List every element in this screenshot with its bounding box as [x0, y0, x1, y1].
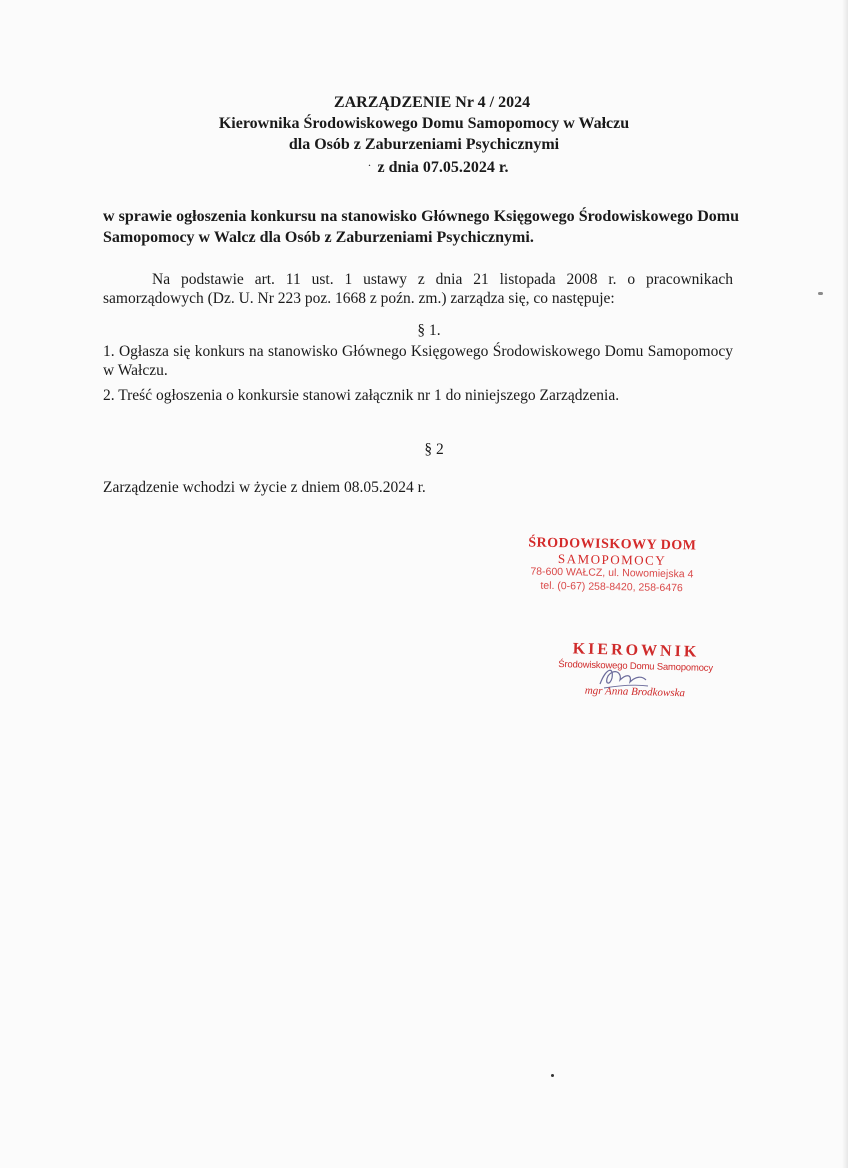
institution-stamp [512, 535, 713, 595]
section-1-item-1: 1. Ogłasza się konkurs na stanowisko Głównego Księgowego Środowiskowego Domu Samopomocy w Wałczu. [103, 343, 733, 379]
order-date [28, 155, 848, 178]
director-title: KIEROWNIK [572, 640, 700, 661]
handwritten-signature [592, 662, 652, 692]
stamp-line-2: SAMOPOMOCY [557, 551, 667, 568]
stamp-address: 78-600 WAŁCZ, ul. Nowomiejska 4 [530, 565, 694, 581]
stamp-phone: tel. (0-67) 258-8420, 258-6476 [540, 579, 683, 595]
director-institution: Środowiskowego Domu Samopomocy [558, 658, 713, 675]
bullet-mark: · [367, 158, 372, 172]
legal-basis-paragraph: Na podstawie art. 11 ust. 1 ustawy z dnia 21 listopada 2008 r. o pracownikach samorządowych (Dz. U. Nr 223 poz. 1668 z poźn. zm.) zarządza się, co następuje: [103, 271, 733, 307]
issuer-line: Kierownika Środowiskowego Domu Samopomocy w Wałczu [218, 115, 630, 132]
scan-speck-bottom [551, 1074, 554, 1077]
order-subject: w sprawie ogłoszenia konkursu na stanowisko Głównego Księgowego Środowiskowego Domu Samopomocy w Walcz dla Osób z Zaburzeniami Psychicznymi. [103, 208, 739, 246]
scan-speck [818, 292, 823, 295]
stamp-line-1: ŚRODOWISKOWY DOM [528, 535, 697, 554]
issuer-line-2: dla Osób z Zaburzeniami Psychicznymi [288, 136, 560, 153]
section-2-text: Zarządzenie wchodzi w życie z dniem 08.05.2024 r. [103, 479, 426, 496]
order-title: ZARZĄDZENIE Nr 4 / 2024 [333, 94, 531, 111]
document-header [0, 92, 848, 178]
section-1-heading: § 1. [417, 322, 441, 339]
order-date-text: z dnia 07.05.2024 r. [377, 159, 509, 176]
section-1-item-2: 2. Treść ogłoszenia o konkursie stanowi załącznik nr 1 do niniejszego Zarządzenia. [103, 387, 620, 404]
director-name: mgr Anna Brodkowska [584, 684, 686, 700]
section-2-heading: § 2 [424, 441, 444, 458]
